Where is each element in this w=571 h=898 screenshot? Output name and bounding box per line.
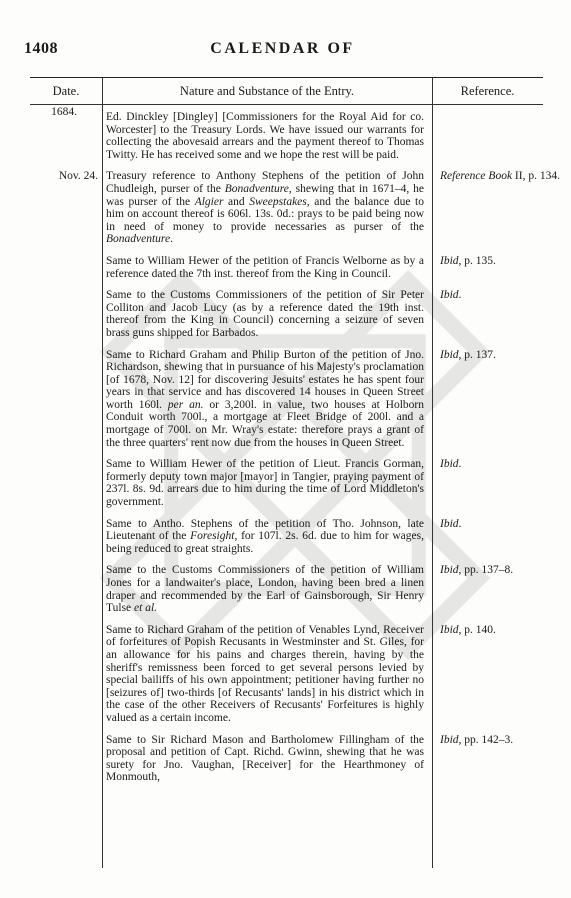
- entry-date: Nov. 24.: [58, 170, 98, 183]
- entries-list: [30, 106, 560, 793]
- list-item-4: [30, 289, 543, 339]
- list-item-6: [30, 458, 543, 508]
- list-item-3: [30, 255, 543, 280]
- entry-text: Same to William Hewer of the petition of Lieut. Francis Gorman, formerly deputy town major [mayor] in Tangier, praying payment of 237l. 8s. 9d. arrears due to him during the time of Lord Middleton's government.: [106, 458, 424, 509]
- entry-text: Same to Sir Richard Mason and Bartholomew Fillingham of the proposal and petition of Capt. Richd. Gwinn, shewing that he was surety for Jno. Vaughan, [Receiver] for the Hearthmoney of Monmouth,: [106, 733, 424, 784]
- entry-reference: Reference Book II, p. 134.: [440, 170, 560, 183]
- year-label: 1684.: [51, 106, 77, 118]
- entry-text: Ed. Dinckley [Dingley] [Commissioners for the Royal Aid for co. Worcester] to the Treasury Lords. We have issued our warrants for collecting the abovesaid arrears and the payment thereof to Thomas Twitty. He has received some and we hope the rest will be paid.: [106, 111, 424, 161]
- entry-text: Same to William Hewer of the petition of Francis Welborne as by a reference dated the 7th inst. thereof from the King in Council.: [106, 254, 424, 280]
- list-item-2: [30, 170, 560, 246]
- entry-reference: Ibid, p. 140.: [440, 623, 496, 636]
- entry-reference: Ibid.: [440, 517, 462, 530]
- entry-reference: Ibid, p. 137.: [440, 348, 496, 361]
- list-item-1: [30, 111, 543, 161]
- entry-reference: Ibid, pp. 137–8.: [440, 564, 514, 577]
- list-item-10: [30, 734, 543, 784]
- header-rule: [30, 104, 543, 105]
- entry-text: Same to Richard Graham and Philip Burton of the petition of Jno. Richardson, shewing that in pursuance of his Majesty's proclamation [of 1678, Nov. 12] for discovering Jesuits' estates he has spent four years in that service and has discovered 14 houses in Queen Street worth 160l. per an. or 3,200l. in value, two houses at Holborn Conduit worth 700l., a mortgage at Fleet Bridge of 200l. and a mortgage of 700l. on Mr. Wray's estate: therefore prays a grant of the three quarters' rent now due from the houses in Queen Street.: [106, 348, 424, 449]
- entry-reference: Ibid.: [440, 458, 462, 471]
- entry-text: Same to Richard Graham of the petition of Venables Lynd, Receiver of forfeitures of Popish Recusants in Westminster and St. Giles, for an allowance for his pains and charges therein, having by the sheriff's remissness been forced to get several persons levied by special bailiffs of his own appointment; petitioner having further no [seizures of] two-thirds [of Recusants' lands] in his district which in the case of the other Receivers of Recusants' Forfeitures is highly valued as a certain income.: [106, 623, 424, 724]
- list-item-5: [30, 349, 543, 450]
- page-number: 1408: [24, 40, 58, 57]
- entry-reference: Ibid.: [440, 289, 462, 302]
- column-header-nature: Nature and Substance of the Entry.: [179, 84, 355, 98]
- list-item-7: [30, 518, 543, 556]
- page-header: [24, 40, 541, 62]
- entry-reference: Ibid, pp. 142–3.: [440, 733, 514, 746]
- list-item-8: [30, 564, 543, 614]
- running-title: CALENDAR OF: [210, 40, 355, 57]
- entry-reference: Ibid, p. 135.: [440, 254, 496, 267]
- calendar-table: [30, 77, 560, 868]
- column-header-date: Date.: [52, 84, 80, 98]
- entry-text: Same to Antho. Stephens of the petition of Tho. Johnson, late Lieutenant of the Foresight, for 107l. 2s. 6d. due to him for wages, being reduced to great straights.: [106, 517, 424, 555]
- entry-text: Same to the Customs Commissioners of the petition of William Jones for a landwaiter's place, London, having been bred a linen draper and recommended by the Earl of Gainsborough, Sir Henry Tulse et al.: [106, 564, 424, 615]
- entry-text: Same to the Customs Commissioners of the petition of Sir Peter Colliton and Jacob Lucy (as by a reference dated the 19th inst. thereof from the King in Council) concerning a seizure of seven brass guns shipped for Barbados.: [106, 289, 424, 339]
- list-item-9: [30, 624, 543, 725]
- column-header-reference: Reference.: [460, 84, 515, 98]
- entry-text: Treasury reference to Anthony Stephens of the petition of John Chudleigh, purser of the Bonadventure, shewing that in 1671–4, he was purser of the Algier and Sweepstakes, and the balance due to him on account thereof is 606l. 13s. 0d.: prays to be paid being now in need of money to provide necessaries as purser of the Bonadventure.: [106, 170, 424, 246]
